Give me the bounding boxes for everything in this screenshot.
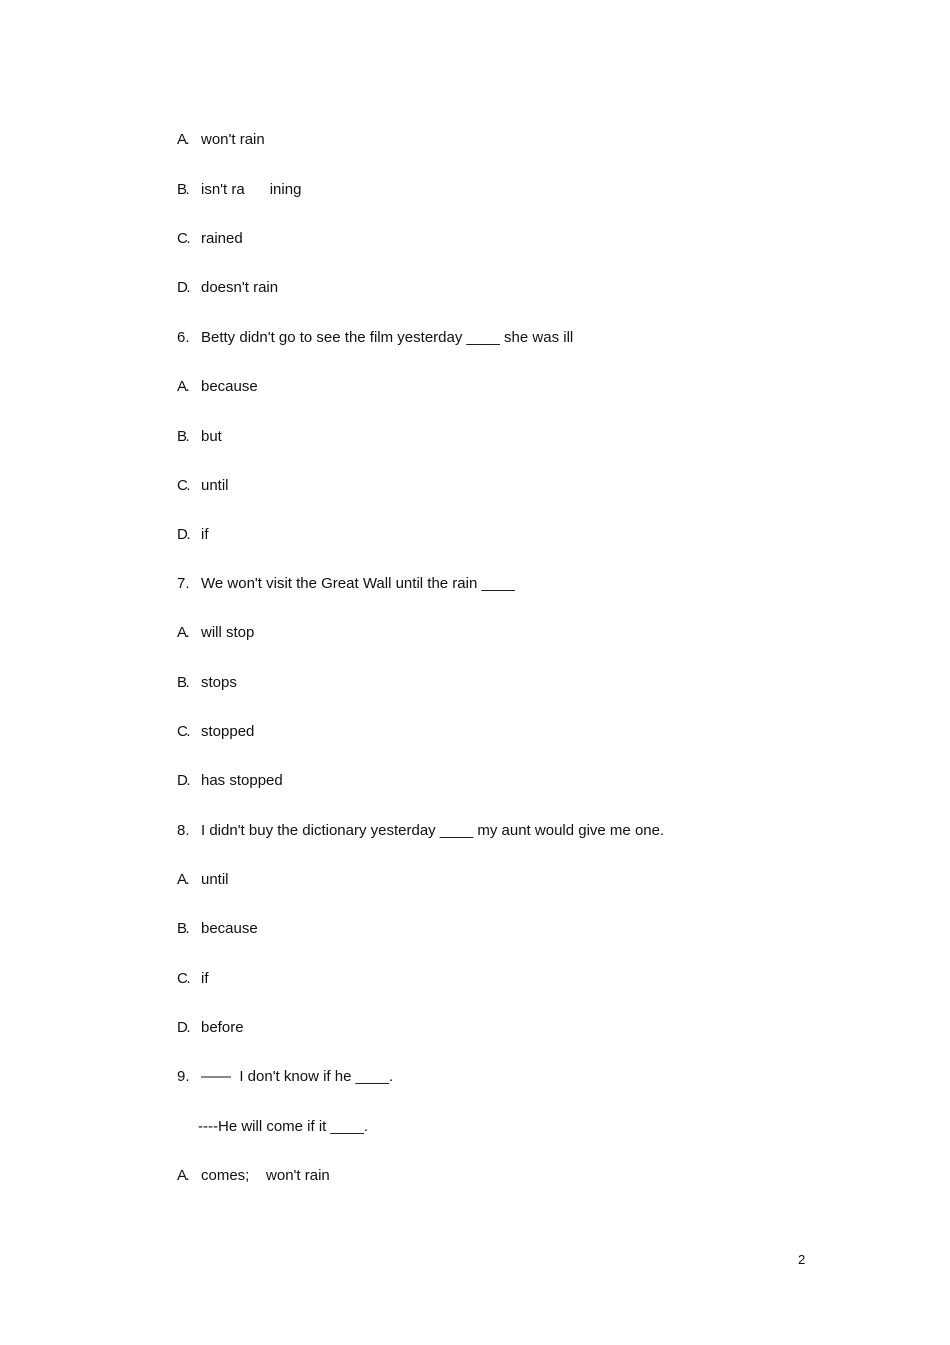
option-line	[177, 1165, 330, 1187]
option-line	[177, 179, 301, 201]
option-marker: D.	[177, 279, 189, 296]
question-number: 8.	[177, 822, 190, 839]
question-text: I didn't buy the dictionary yesterday ____ my aunt would give me one.	[201, 822, 665, 839]
option-line	[177, 129, 265, 151]
question-number: 9.	[177, 1068, 190, 1085]
option-marker: B.	[177, 920, 189, 937]
option-text: rained	[201, 230, 243, 247]
question-line	[177, 573, 515, 595]
option-marker: B.	[177, 674, 189, 691]
question-text: We won't visit the Great Wall until the rain ____	[201, 575, 515, 592]
option-marker: D.	[177, 772, 189, 789]
option-text: will stop	[201, 624, 255, 641]
option-text: but	[201, 428, 222, 445]
option-text: stops	[201, 674, 237, 691]
option-line	[177, 228, 243, 250]
option-text: has stopped	[201, 772, 283, 789]
option-text: until	[201, 477, 229, 494]
option-line	[177, 770, 283, 792]
option-line	[177, 1017, 244, 1039]
option-line	[177, 622, 254, 644]
question-number: 7.	[177, 575, 190, 592]
option-text: stopped	[201, 723, 255, 740]
option-line	[177, 918, 258, 940]
question-text: —— I don't know if he ____.	[201, 1068, 394, 1085]
option-text: until	[201, 871, 229, 888]
option-marker: A.	[177, 378, 189, 395]
question-line	[177, 1066, 393, 1088]
option-text: because	[201, 920, 258, 937]
question-line	[177, 820, 664, 842]
option-line	[177, 721, 254, 743]
option-marker: A.	[177, 624, 189, 641]
option-text: before	[201, 1019, 244, 1036]
option-marker: A.	[177, 871, 189, 888]
option-line	[177, 277, 278, 299]
option-marker: A.	[177, 131, 189, 148]
option-text: isn't ra ining	[201, 181, 302, 198]
option-marker: B.	[177, 181, 189, 198]
option-line	[177, 524, 209, 546]
option-line	[177, 672, 237, 694]
option-text: won't rain	[201, 131, 265, 148]
option-text: because	[201, 378, 258, 395]
option-marker: C.	[177, 970, 189, 987]
question-line	[177, 327, 573, 349]
option-text: doesn't rain	[201, 279, 279, 296]
option-line	[177, 968, 209, 990]
option-line	[177, 426, 222, 448]
option-marker: A.	[177, 1167, 189, 1184]
option-marker: C.	[177, 477, 189, 494]
option-marker: C.	[177, 230, 189, 247]
question-number: 6.	[177, 329, 190, 346]
option-text: comes; won't rain	[201, 1167, 330, 1184]
option-marker: B.	[177, 428, 189, 445]
dialogue-line	[198, 1116, 368, 1138]
option-marker: C.	[177, 723, 189, 740]
option-line	[177, 475, 229, 497]
option-line	[177, 376, 258, 398]
option-text: if	[201, 526, 209, 543]
option-line	[177, 869, 229, 891]
option-text: if	[201, 970, 209, 987]
option-marker: D.	[177, 526, 189, 543]
page-number: 2	[798, 1252, 806, 1267]
dialogue-text: ----He will come if it ____.	[198, 1118, 369, 1135]
question-text: Betty didn't go to see the film yesterday ____ she was ill	[201, 329, 574, 346]
option-marker: D.	[177, 1019, 189, 1036]
